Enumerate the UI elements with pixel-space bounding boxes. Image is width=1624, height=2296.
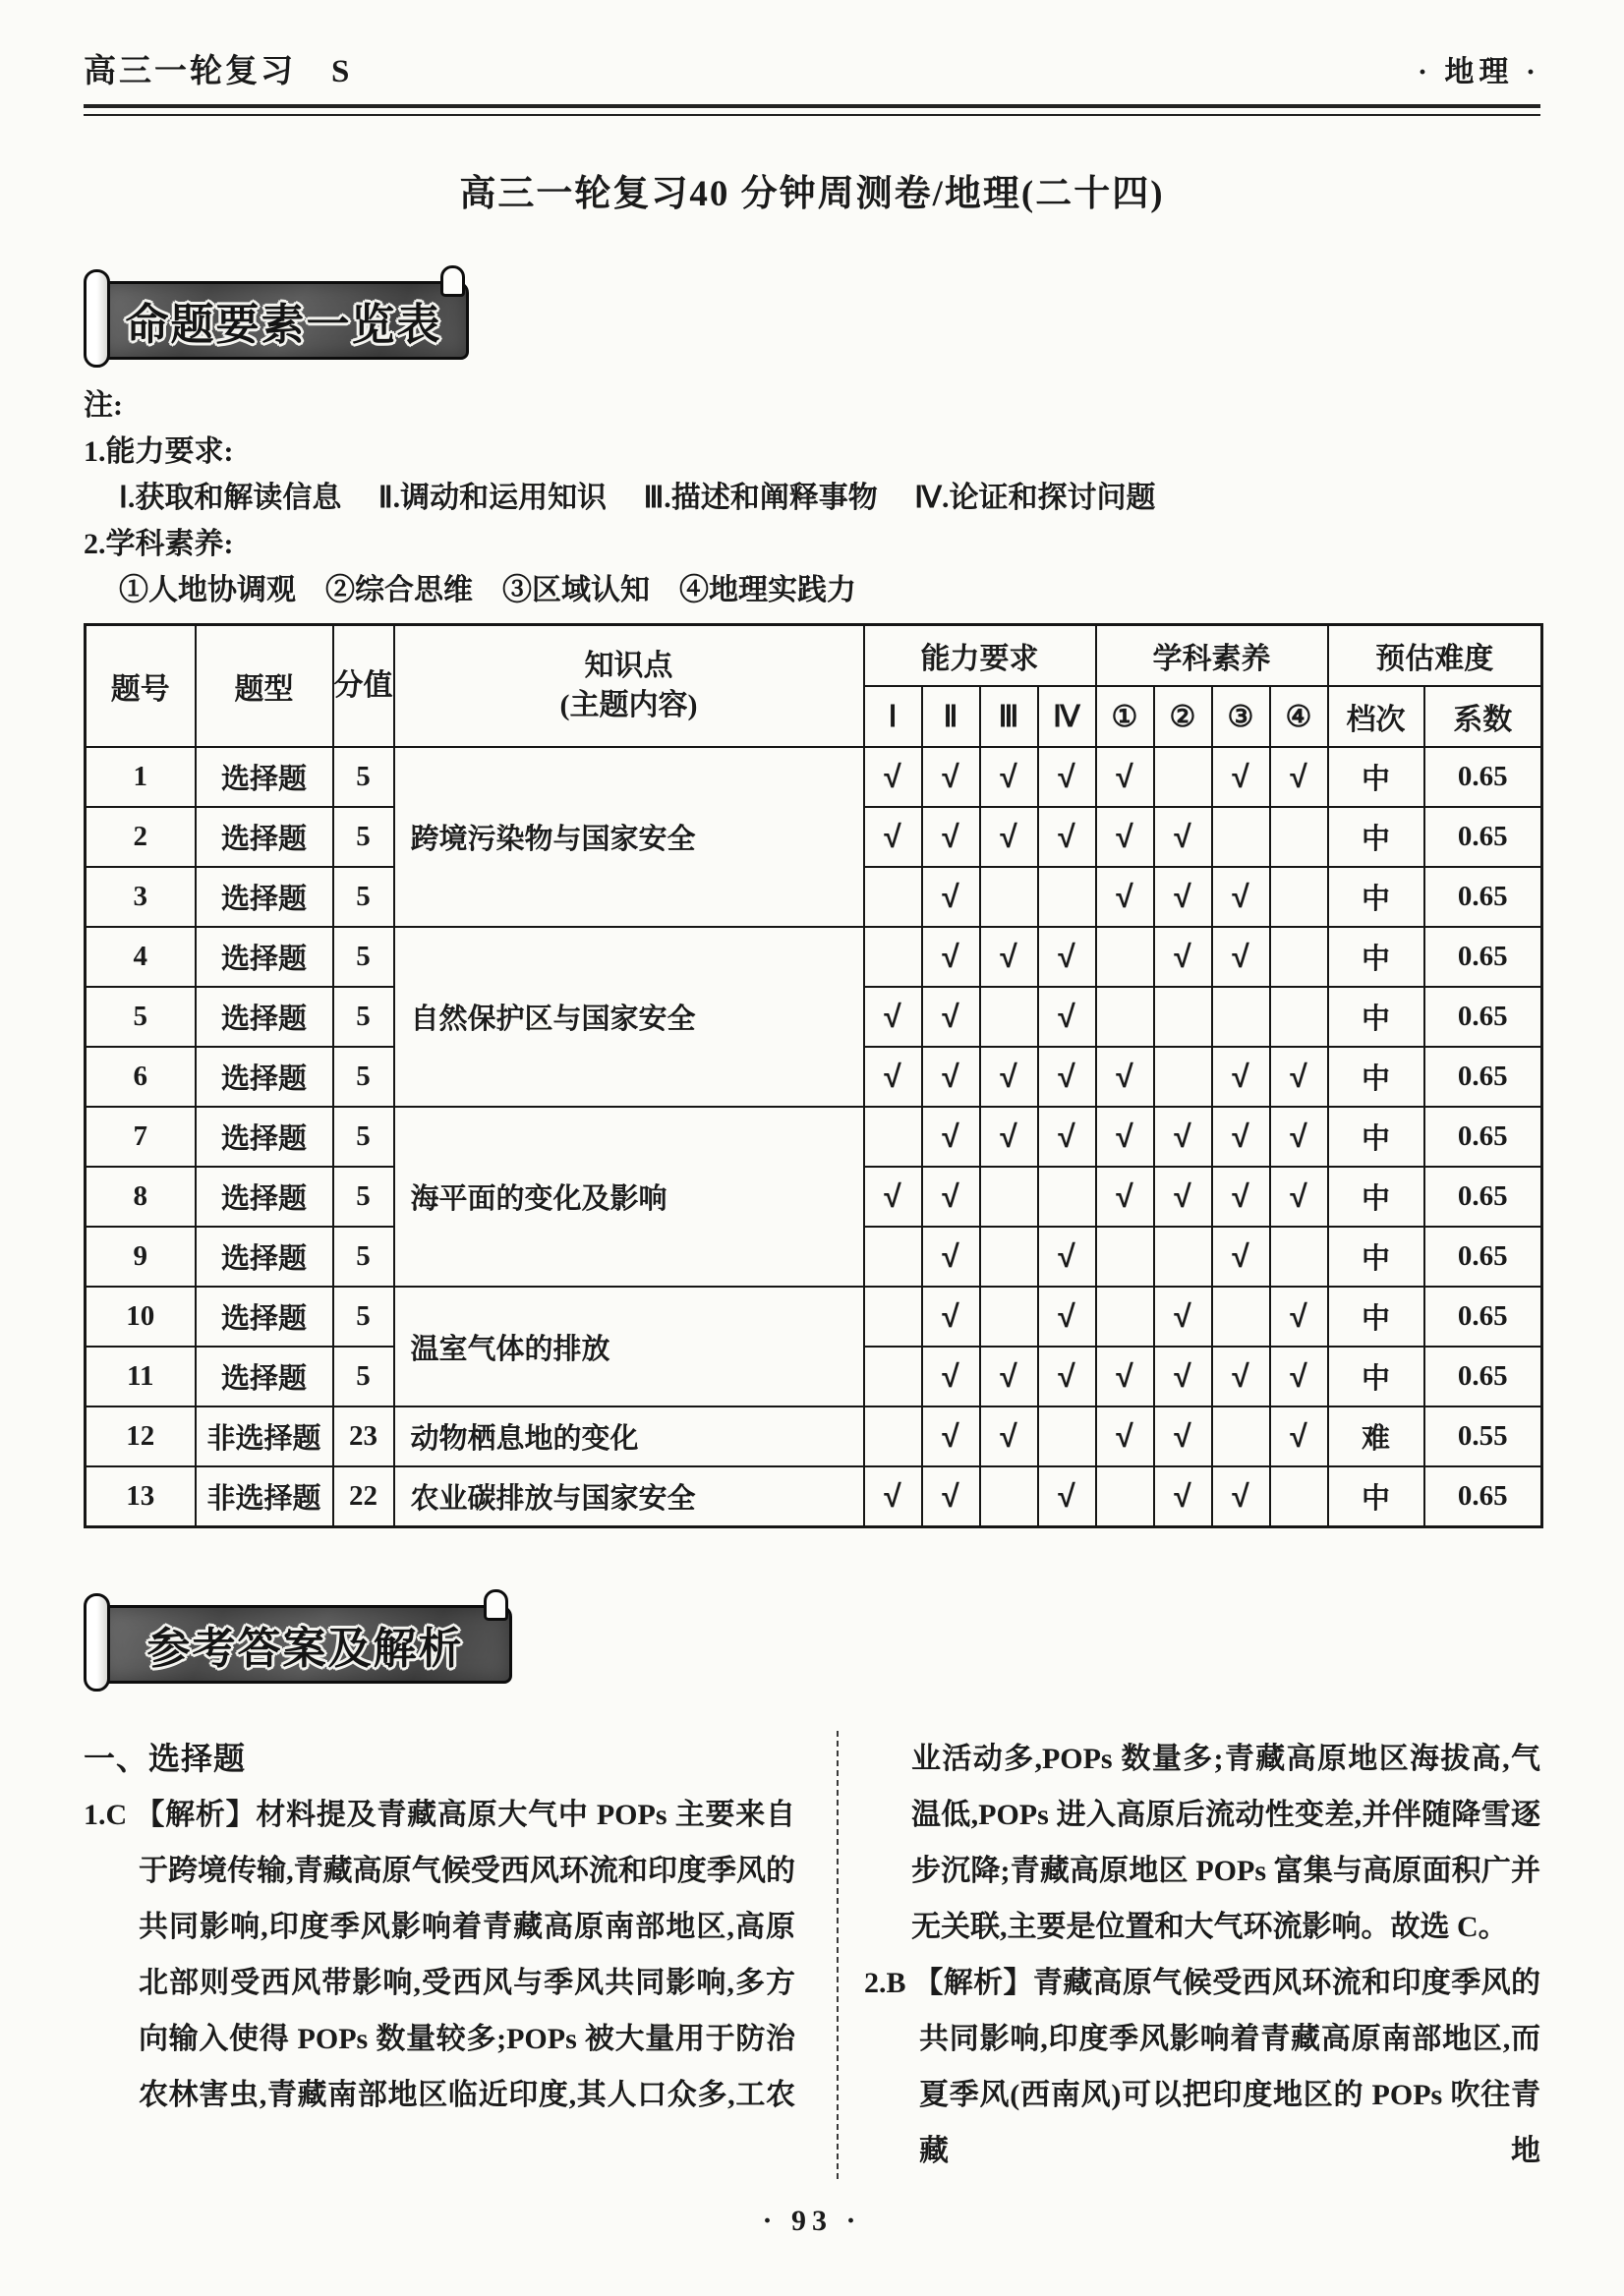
cell-question-no: 12	[86, 1406, 196, 1466]
cell-score: 22	[333, 1466, 394, 1526]
cell-checkmark-3	[980, 1466, 1038, 1526]
cell-question-no: 10	[86, 1287, 196, 1347]
col-header-question-type: 题型	[196, 625, 333, 748]
cell-difficulty-level: 中	[1328, 1227, 1424, 1287]
notes-item2-detail: ①人地协调观 ②综合思维 ③区域认知 ④地理实践力	[119, 574, 856, 606]
cell-question-no: 6	[86, 1047, 196, 1107]
cell-checkmark-8: √	[1270, 747, 1328, 807]
cell-question-no: 1	[86, 747, 196, 807]
col-header-literacy-3: ③	[1212, 686, 1270, 747]
table-row	[86, 927, 1542, 987]
cell-checkmark-6: √	[1154, 927, 1212, 987]
cell-question-no: 5	[86, 987, 196, 1047]
page-title: 高三一轮复习40 分钟周测卷/地理(二十四)	[459, 174, 1165, 214]
col-header-knowledge	[394, 625, 864, 748]
page-header	[84, 45, 1540, 91]
cell-checkmark-5	[1096, 1227, 1154, 1287]
cell-question-no: 13	[86, 1466, 196, 1526]
cell-score: 5	[333, 747, 394, 807]
col-header-ability-3: Ⅲ	[980, 686, 1038, 747]
cell-checkmark-3	[980, 1287, 1038, 1347]
cell-checkmark-7	[1212, 1406, 1270, 1466]
cell-checkmark-4: √	[1038, 927, 1096, 987]
cell-difficulty-coeff: 0.65	[1424, 867, 1542, 927]
notes-item1-detail: Ⅰ.获取和解读信息 Ⅱ.调动和运用知识 Ⅲ.描述和阐释事物 Ⅳ.论证和探讨问题	[119, 482, 1156, 514]
cell-checkmark-3	[980, 1167, 1038, 1227]
cell-checkmark-2: √	[922, 1287, 980, 1347]
cell-checkmark-8: √	[1270, 1047, 1328, 1107]
cell-checkmark-2: √	[922, 1167, 980, 1227]
cell-checkmark-3: √	[980, 807, 1038, 867]
cell-checkmark-3: √	[980, 1406, 1038, 1466]
col-header-knowledge-line1: 知识点	[584, 649, 673, 682]
cell-checkmark-2: √	[922, 927, 980, 987]
cell-checkmark-3	[980, 867, 1038, 927]
cell-checkmark-3	[980, 987, 1038, 1047]
cell-difficulty-level: 中	[1328, 1466, 1424, 1526]
section-banner-answers	[84, 1591, 512, 1692]
cell-checkmark-5	[1096, 927, 1154, 987]
col-header-ability-4: Ⅳ	[1038, 686, 1096, 747]
cell-checkmark-7: √	[1212, 867, 1270, 927]
header-right-text: · 地理 ·	[1417, 56, 1540, 88]
cell-checkmark-6: √	[1154, 1406, 1212, 1466]
cell-score: 5	[333, 1167, 394, 1227]
answer-1-continuation: 业活动多,POPs 数量多;青藏高原地区海拔高,气温低,POPs 进入高原后流动性变差,并伴随降雪逐步沉降;青藏高原地区 POPs 富集与高原面积广并无关联,主要是位置和大气环流影响。故选 C。	[911, 1742, 1540, 1943]
cell-question-type: 选择题	[196, 1227, 333, 1287]
cell-difficulty-coeff: 0.65	[1424, 1167, 1542, 1227]
cell-checkmark-6: √	[1154, 1287, 1212, 1347]
cell-question-type: 非选择题	[196, 1406, 333, 1466]
cell-difficulty-level: 中	[1328, 747, 1424, 807]
cell-checkmark-5: √	[1096, 867, 1154, 927]
cell-question-no: 3	[86, 867, 196, 927]
cell-question-no: 7	[86, 1107, 196, 1167]
cell-question-no: 8	[86, 1167, 196, 1227]
cell-checkmark-7	[1212, 1287, 1270, 1347]
section-banner-elements	[84, 267, 469, 368]
cell-checkmark-8: √	[1270, 1406, 1328, 1466]
cell-score: 5	[333, 1047, 394, 1107]
cell-checkmark-2: √	[922, 1227, 980, 1287]
cell-checkmark-4: √	[1038, 1047, 1096, 1107]
scroll-curl-icon	[440, 265, 465, 297]
cell-checkmark-2: √	[922, 867, 980, 927]
cell-checkmark-8: √	[1270, 1347, 1328, 1406]
cell-checkmark-1	[864, 927, 922, 987]
cell-checkmark-7: √	[1212, 1047, 1270, 1107]
col-group-difficulty: 预估难度	[1328, 625, 1542, 687]
cell-score: 5	[333, 987, 394, 1047]
cell-difficulty-level: 中	[1328, 1287, 1424, 1347]
cell-question-type: 选择题	[196, 807, 333, 867]
cell-question-no: 9	[86, 1227, 196, 1287]
section-title-choice-questions: 一、选择题	[84, 1740, 247, 1776]
cell-score: 5	[333, 807, 394, 867]
cell-checkmark-1: √	[864, 1167, 922, 1227]
cell-score: 23	[333, 1406, 394, 1466]
col-header-literacy-4: ④	[1270, 686, 1328, 747]
cell-checkmark-3: √	[980, 747, 1038, 807]
cell-checkmark-2: √	[922, 1406, 980, 1466]
table-row	[86, 747, 1542, 807]
cell-checkmark-1	[864, 1107, 922, 1167]
cell-checkmark-2: √	[922, 1466, 980, 1526]
answers-right-column	[837, 1731, 1540, 2179]
cell-checkmark-5: √	[1096, 1107, 1154, 1167]
cell-difficulty-coeff: 0.65	[1424, 1227, 1542, 1287]
cell-difficulty-coeff: 0.65	[1424, 1107, 1542, 1167]
cell-difficulty-level: 中	[1328, 1047, 1424, 1107]
cell-checkmark-5: √	[1096, 1406, 1154, 1466]
scroll-roll-icon	[84, 1593, 110, 1692]
cell-checkmark-5	[1096, 1466, 1154, 1526]
answer-1-paragraph: 1.C 【解析】材料提及青藏高原大气中 POPs 主要来自于跨境传输,青藏高原气候受西风环流和印度季风的共同影响,印度季风影响着青藏高原南部地区,高原北部则受西风带影响,受西风与季风共同影响,多方向输入使得 POPs 数量较多;POPs 被大量用于防治农林害虫,青藏南部地区临近印度,其人口众多,工农	[84, 1798, 795, 2111]
cell-checkmark-8	[1270, 867, 1328, 927]
col-header-difficulty-coeff: 系数	[1424, 686, 1542, 747]
cell-checkmark-1: √	[864, 807, 922, 867]
scroll-roll-icon	[84, 269, 110, 368]
col-header-question-no: 题号	[86, 625, 196, 748]
cell-checkmark-7: √	[1212, 747, 1270, 807]
cell-checkmark-8	[1270, 1466, 1328, 1526]
cell-checkmark-6	[1154, 747, 1212, 807]
cell-difficulty-level: 难	[1328, 1406, 1424, 1466]
cell-checkmark-4: √	[1038, 987, 1096, 1047]
cell-checkmark-5	[1096, 1287, 1154, 1347]
cell-question-type: 选择题	[196, 1347, 333, 1406]
cell-score: 5	[333, 927, 394, 987]
cell-difficulty-level: 中	[1328, 867, 1424, 927]
cell-question-type: 非选择题	[196, 1466, 333, 1526]
cell-question-no: 4	[86, 927, 196, 987]
cell-question-type: 选择题	[196, 1287, 333, 1347]
cell-difficulty-level: 中	[1328, 807, 1424, 867]
cell-checkmark-4	[1038, 1406, 1096, 1466]
cell-checkmark-6: √	[1154, 867, 1212, 927]
cell-checkmark-4: √	[1038, 747, 1096, 807]
cell-checkmark-8: √	[1270, 1287, 1328, 1347]
cell-checkmark-8: √	[1270, 1167, 1328, 1227]
cell-checkmark-6: √	[1154, 1347, 1212, 1406]
cell-checkmark-4	[1038, 867, 1096, 927]
cell-difficulty-coeff: 0.65	[1424, 1466, 1542, 1526]
cell-difficulty-coeff: 0.65	[1424, 927, 1542, 987]
cell-topic: 自然保护区与国家安全	[394, 927, 864, 1107]
cell-checkmark-7: √	[1212, 1227, 1270, 1287]
cell-checkmark-8	[1270, 807, 1328, 867]
cell-question-type: 选择题	[196, 1167, 333, 1227]
cell-checkmark-6: √	[1154, 1107, 1212, 1167]
cell-difficulty-coeff: 0.65	[1424, 747, 1542, 807]
cell-difficulty-coeff: 0.65	[1424, 1287, 1542, 1347]
col-header-knowledge-line2: (主题内容)	[559, 689, 698, 721]
col-header-literacy-2: ②	[1154, 686, 1212, 747]
page-number: · 93 ·	[762, 2204, 862, 2237]
cell-checkmark-4: √	[1038, 1347, 1096, 1406]
banner-answers-label: 参考答案及解析	[146, 1624, 464, 1673]
cell-topic: 温室气体的排放	[394, 1287, 864, 1406]
cell-checkmark-8	[1270, 1227, 1328, 1287]
cell-question-type: 选择题	[196, 747, 333, 807]
cell-difficulty-coeff: 0.65	[1424, 1047, 1542, 1107]
cell-score: 5	[333, 1227, 394, 1287]
cell-score: 5	[333, 867, 394, 927]
cell-checkmark-7: √	[1212, 1167, 1270, 1227]
banner-slab	[98, 1605, 512, 1684]
cell-checkmark-1: √	[864, 747, 922, 807]
header-double-rule	[84, 104, 1540, 116]
cell-checkmark-1	[864, 1347, 922, 1406]
cell-difficulty-level: 中	[1328, 987, 1424, 1047]
cell-checkmark-8	[1270, 927, 1328, 987]
cell-question-no: 11	[86, 1347, 196, 1406]
table-row	[86, 1466, 1542, 1526]
cell-difficulty-coeff: 0.65	[1424, 987, 1542, 1047]
cell-difficulty-coeff: 0.65	[1424, 807, 1542, 867]
col-header-score	[333, 625, 394, 748]
notes-block	[84, 382, 1540, 613]
col-header-literacy-1: ①	[1096, 686, 1154, 747]
banner-elements-label: 命题要素一览表	[125, 301, 442, 349]
cell-checkmark-1	[864, 1227, 922, 1287]
cell-checkmark-7: √	[1212, 1347, 1270, 1406]
cell-checkmark-1: √	[864, 1047, 922, 1107]
cell-difficulty-level: 中	[1328, 1167, 1424, 1227]
cell-checkmark-4: √	[1038, 807, 1096, 867]
table-row	[86, 1406, 1542, 1466]
cell-question-type: 选择题	[196, 987, 333, 1047]
table-row	[86, 1287, 1542, 1347]
cell-checkmark-4: √	[1038, 1227, 1096, 1287]
cell-checkmark-2: √	[922, 747, 980, 807]
cell-difficulty-coeff: 0.55	[1424, 1406, 1542, 1466]
cell-checkmark-5: √	[1096, 1167, 1154, 1227]
answer-2-paragraph: 2.B 【解析】青藏高原气候受西风环流和印度季风的共同影响,印度季风影响着青藏高原南部地区,而夏季风(西南风)可以把印度地区的 POPs 吹往青藏地	[864, 1966, 1540, 2167]
cell-topic: 跨境污染物与国家安全	[394, 747, 864, 927]
banner-slab	[98, 281, 469, 360]
cell-checkmark-2: √	[922, 987, 980, 1047]
cell-topic: 海平面的变化及影响	[394, 1107, 864, 1287]
notes-label: 注:	[84, 389, 123, 422]
cell-difficulty-level: 中	[1328, 1107, 1424, 1167]
cell-checkmark-3	[980, 1227, 1038, 1287]
col-group-ability: 能力要求	[864, 625, 1096, 687]
cell-checkmark-2: √	[922, 1347, 980, 1406]
cell-checkmark-8: √	[1270, 1107, 1328, 1167]
cell-checkmark-4: √	[1038, 1466, 1096, 1526]
table-body	[86, 747, 1542, 1526]
cell-topic: 动物栖息地的变化	[394, 1406, 864, 1466]
cell-checkmark-7: √	[1212, 1107, 1270, 1167]
table-row	[86, 1107, 1542, 1167]
cell-checkmark-6: √	[1154, 1466, 1212, 1526]
cell-checkmark-6	[1154, 987, 1212, 1047]
cell-checkmark-5: √	[1096, 747, 1154, 807]
cell-score: 5	[333, 1107, 394, 1167]
cell-checkmark-5: √	[1096, 807, 1154, 867]
cell-question-no: 2	[86, 807, 196, 867]
cell-question-type: 选择题	[196, 867, 333, 927]
cell-checkmark-1	[864, 867, 922, 927]
cell-checkmark-6: √	[1154, 807, 1212, 867]
col-header-difficulty-level: 档次	[1328, 686, 1424, 747]
cell-question-type: 选择题	[196, 1047, 333, 1107]
answers-left-column	[84, 1731, 815, 2179]
notes-item2-title: 2.学科素养:	[84, 528, 234, 560]
cell-checkmark-7	[1212, 987, 1270, 1047]
col-group-literacy: 学科素养	[1096, 625, 1328, 687]
col-header-ability-1: Ⅰ	[864, 686, 922, 747]
cell-checkmark-6	[1154, 1227, 1212, 1287]
question-elements-table	[84, 623, 1543, 1528]
cell-checkmark-5: √	[1096, 1047, 1154, 1107]
cell-checkmark-6: √	[1154, 1167, 1212, 1227]
cell-difficulty-level: 中	[1328, 927, 1424, 987]
cell-checkmark-7	[1212, 807, 1270, 867]
col-header-score-line1: 分值	[333, 668, 393, 702]
cell-checkmark-5	[1096, 987, 1154, 1047]
cell-checkmark-3: √	[980, 927, 1038, 987]
cell-checkmark-4	[1038, 1167, 1096, 1227]
cell-checkmark-3: √	[980, 1107, 1038, 1167]
col-header-ability-2: Ⅱ	[922, 686, 980, 747]
scroll-curl-icon	[484, 1589, 508, 1621]
cell-question-type: 选择题	[196, 1107, 333, 1167]
cell-score: 5	[333, 1287, 394, 1347]
cell-checkmark-2: √	[922, 1047, 980, 1107]
cell-checkmark-2: √	[922, 1107, 980, 1167]
cell-score: 5	[333, 1347, 394, 1406]
cell-checkmark-1: √	[864, 1466, 922, 1526]
cell-checkmark-5: √	[1096, 1347, 1154, 1406]
cell-difficulty-coeff: 0.65	[1424, 1347, 1542, 1406]
cell-checkmark-8	[1270, 987, 1328, 1047]
cell-topic: 农业碳排放与国家安全	[394, 1466, 864, 1526]
cell-checkmark-6	[1154, 1047, 1212, 1107]
cell-checkmark-3: √	[980, 1047, 1038, 1107]
cell-checkmark-2: √	[922, 807, 980, 867]
cell-checkmark-1	[864, 1287, 922, 1347]
cell-question-type: 选择题	[196, 927, 333, 987]
answers-section	[84, 1731, 1540, 2179]
notes-item1-title: 1.能力要求:	[84, 435, 234, 468]
cell-checkmark-1	[864, 1406, 922, 1466]
cell-checkmark-3: √	[980, 1347, 1038, 1406]
cell-checkmark-4: √	[1038, 1287, 1096, 1347]
cell-checkmark-7: √	[1212, 927, 1270, 987]
cell-checkmark-1: √	[864, 987, 922, 1047]
cell-checkmark-4: √	[1038, 1107, 1096, 1167]
cell-checkmark-7: √	[1212, 1466, 1270, 1526]
header-left-text: 高三一轮复习 S	[84, 54, 353, 89]
cell-difficulty-level: 中	[1328, 1347, 1424, 1406]
